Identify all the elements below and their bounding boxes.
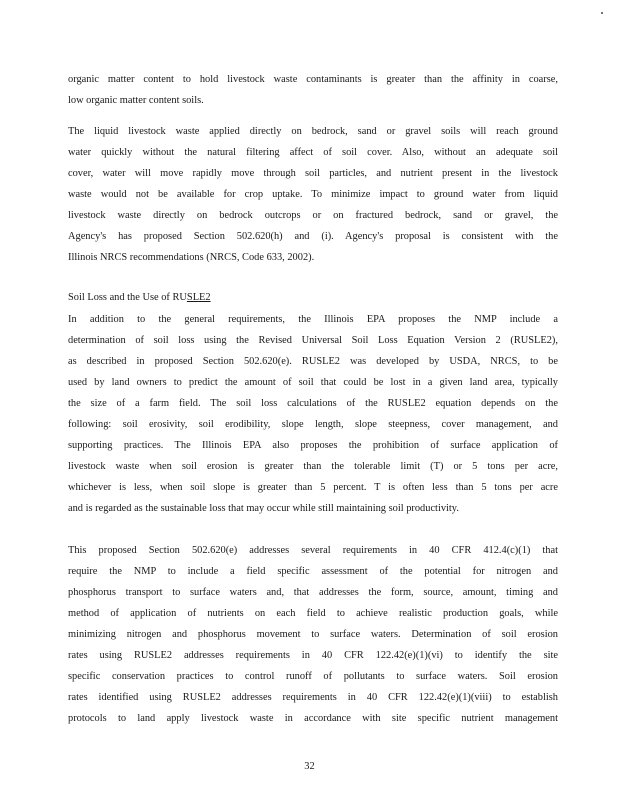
paragraph-organic-matter	[68, 69, 558, 111]
text-line: cover, water will move rapidly move through soil particles, and nutrient present in the livestock	[68, 168, 558, 179]
text-line: Illinois NRCS recommendations (NRCS, Code 633, 2002).	[68, 252, 315, 263]
text-line: livestock waste when soil erosion is greater than the tolerable limit (T) or 5 tons per acre,	[68, 461, 558, 472]
text-line: The liquid livestock waste applied directly on bedrock, sand or gravel soils will reach ground	[68, 126, 558, 137]
scan-speck	[601, 12, 603, 14]
paragraph-rusle2	[68, 309, 558, 519]
text-line: and is regarded as the sustainable loss that may occur while still maintaining soil productivity.	[68, 503, 459, 514]
text-line: Agency's has proposed Section 502.620(h) and (i). Agency's proposal is consistent with the	[68, 231, 558, 242]
text-line: waste would not be available for crop uptake. To minimize impact to ground water from liquid	[68, 189, 558, 200]
paragraph-section-502-620e	[68, 540, 558, 729]
text-line: method of application of nutrients on each field to achieve realistic production goals, while	[68, 608, 558, 619]
text-line: supporting practices. The Illinois EPA also proposes the prohibition of surface application of	[68, 440, 558, 451]
heading-text: Soil Loss and the Use of RU	[68, 292, 187, 303]
text-line: the size of a farm field. The soil loss calculations of the RUSLE2 equation depends on the	[68, 398, 558, 409]
page-number: 32	[304, 761, 315, 772]
text-line: organic matter content to hold livestock waste contaminants is greater than the affinity in coarse,	[68, 74, 558, 85]
paragraph-liquid-waste	[68, 121, 558, 268]
text-line: determination of soil loss using the Revised Universal Soil Loss Equation Version 2 (RUSLE2),	[68, 335, 558, 346]
heading-underlined-text: SLE2	[186, 292, 211, 303]
text-line: livestock waste directly on bedrock outcrops or on fractured bedrock, sand or gravel, the	[68, 210, 558, 221]
text-line: This proposed Section 502.620(e) addresses several requirements in 40 CFR 412.4(c)(1) that	[68, 545, 558, 556]
text-line: as described in proposed Section 502.620(e). RUSLE2 was developed by USDA, NRCS, to be	[68, 356, 558, 367]
text-line: whichever is less, when soil slope is greater than 5 percent. T is often less than 5 tons per acre	[68, 482, 558, 493]
section-heading	[68, 287, 211, 308]
text-line: water quickly without the natural filtering affect of soil cover. Also, without an adequate soil	[68, 147, 558, 158]
text-line: rates using RUSLE2 addresses requirements in 40 CFR 122.42(e)(1)(vi) to identify the site	[68, 650, 558, 661]
text-line: require the NMP to include a field specific assessment of the potential for nitrogen and	[68, 566, 558, 577]
text-line: specific conservation practices to control runoff of pollutants to surface waters. Soil erosion	[68, 671, 558, 682]
text-line: low organic matter content soils.	[68, 95, 204, 106]
text-line: protocols to land apply livestock waste in accordance with site specific nutrient management	[68, 713, 558, 724]
text-line: rates identified using RUSLE2 addresses requirements in 40 CFR 122.42(e)(1)(viii) to establish	[68, 692, 558, 703]
text-line: following: soil erosivity, soil erodibility, slope length, slope steepness, cover management, and	[68, 419, 558, 430]
text-line: minimizing nitrogen and phosphorus movement to surface waters. Determination of soil erosion	[68, 629, 558, 640]
text-line: In addition to the general requirements, the Illinois EPA proposes the NMP include a	[68, 314, 558, 325]
text-line: used by land owners to predict the amount of soil that could be lost in a given land area, typically	[68, 377, 558, 388]
text-line: phosphorus transport to surface waters and, that addresses the form, source, amount, timing and	[68, 587, 558, 598]
